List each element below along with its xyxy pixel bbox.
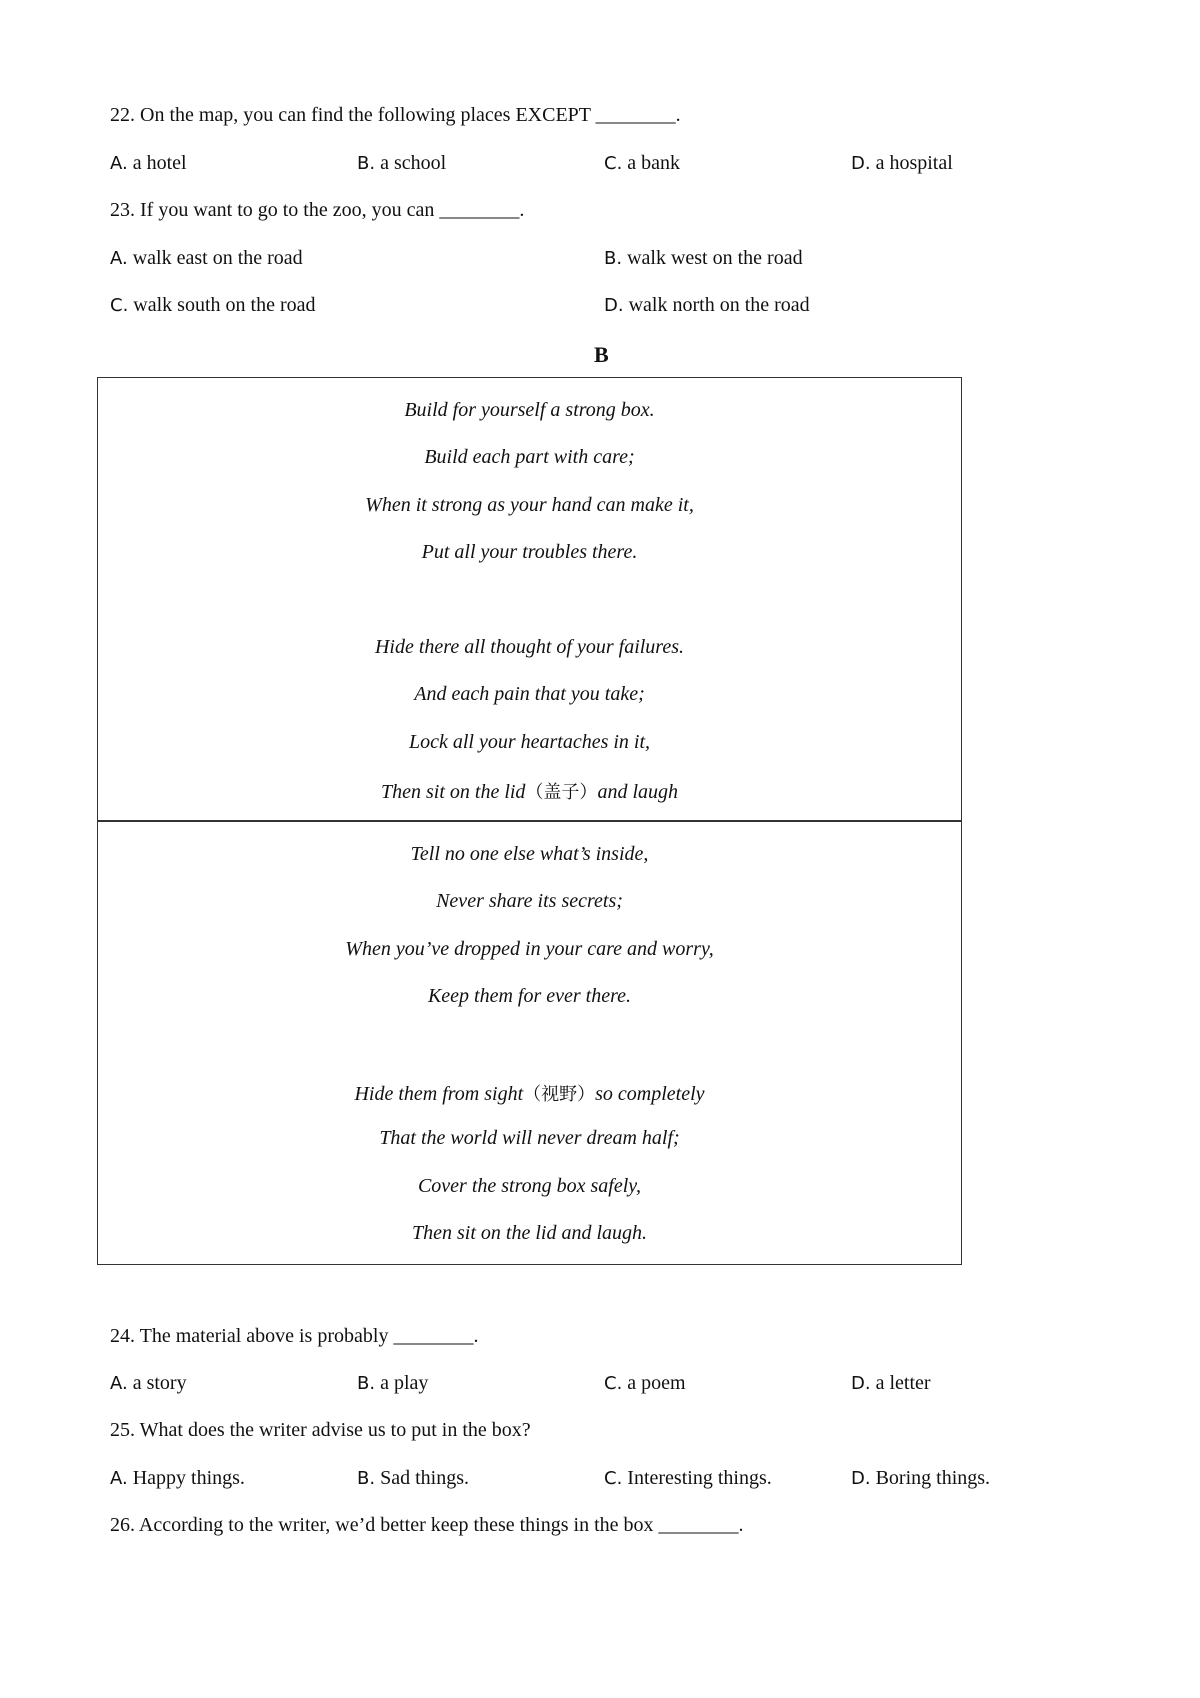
question-22-stem: 22. On the map, you can find the following places EXCEPT ________. bbox=[110, 104, 681, 126]
poem-line: Hide them from sight（视野）so completely bbox=[354, 1083, 705, 1105]
question-23-stem: 23. If you want to go to the zoo, you can ________. bbox=[110, 199, 525, 221]
poem-line: Build for yourself a strong box. bbox=[404, 399, 655, 421]
poem-line: Keep them for ever there. bbox=[427, 985, 632, 1007]
poem-line: Then sit on the lid（盖子）and laugh bbox=[380, 781, 678, 803]
poem-line: And each pain that you take; bbox=[414, 683, 645, 705]
q23-option-c[interactable]: C. walk south on the road bbox=[110, 294, 316, 316]
question-25-stem: 25. What does the writer advise us to put in the box? bbox=[110, 1419, 531, 1441]
q24-option-c[interactable]: C. a poem bbox=[604, 1372, 686, 1394]
q23-option-b[interactable]: B. walk west on the road bbox=[604, 247, 803, 269]
poem-line: Hide there all thought of your failures. bbox=[374, 636, 685, 658]
poem-line: Then sit on the lid and laugh. bbox=[412, 1222, 647, 1244]
poem-line: Cover the strong box safely, bbox=[417, 1175, 642, 1197]
poem-line: Lock all your heartaches in it, bbox=[408, 731, 651, 753]
section-b-title: B bbox=[594, 342, 609, 367]
q25-option-b[interactable]: B. Sad things. bbox=[357, 1467, 469, 1489]
q25-option-a[interactable]: A. Happy things. bbox=[110, 1467, 245, 1489]
q22-option-a[interactable]: A. a hotel bbox=[110, 152, 187, 174]
q22-option-d[interactable]: D. a hospital bbox=[851, 152, 953, 174]
poem-box-2 bbox=[97, 820, 962, 1265]
poem-line: When you’ve dropped in your care and worry, bbox=[345, 938, 714, 960]
q24-option-d[interactable]: D. a letter bbox=[851, 1372, 931, 1394]
question-26-stem: 26. According to the writer, we’d better keep these things in the box ________. bbox=[110, 1514, 744, 1536]
q22-option-c[interactable]: C. a bank bbox=[604, 152, 681, 174]
question-24-stem: 24. The material above is probably ________. bbox=[110, 1325, 479, 1347]
poem-box-1 bbox=[97, 377, 962, 822]
poem-line: Never share its secrets; bbox=[436, 890, 623, 912]
q23-option-a[interactable]: A. walk east on the road bbox=[110, 247, 303, 269]
poem-line: That the world will never dream half; bbox=[379, 1127, 680, 1149]
q24-option-b[interactable]: B. a play bbox=[357, 1372, 429, 1394]
q24-option-a[interactable]: A. a story bbox=[110, 1372, 187, 1394]
poem-line: Put all your troubles there. bbox=[421, 541, 638, 563]
q23-option-d[interactable]: D. walk north on the road bbox=[604, 294, 810, 316]
poem-line: Build each part with care; bbox=[424, 446, 635, 468]
q25-option-d[interactable]: D. Boring things. bbox=[851, 1467, 991, 1489]
q22-option-b[interactable]: B. a school bbox=[357, 152, 447, 174]
poem-line: Tell no one else what’s inside, bbox=[410, 843, 649, 865]
poem-line: When it strong as your hand can make it, bbox=[365, 494, 694, 516]
q25-option-c[interactable]: C. Interesting things. bbox=[604, 1467, 772, 1489]
